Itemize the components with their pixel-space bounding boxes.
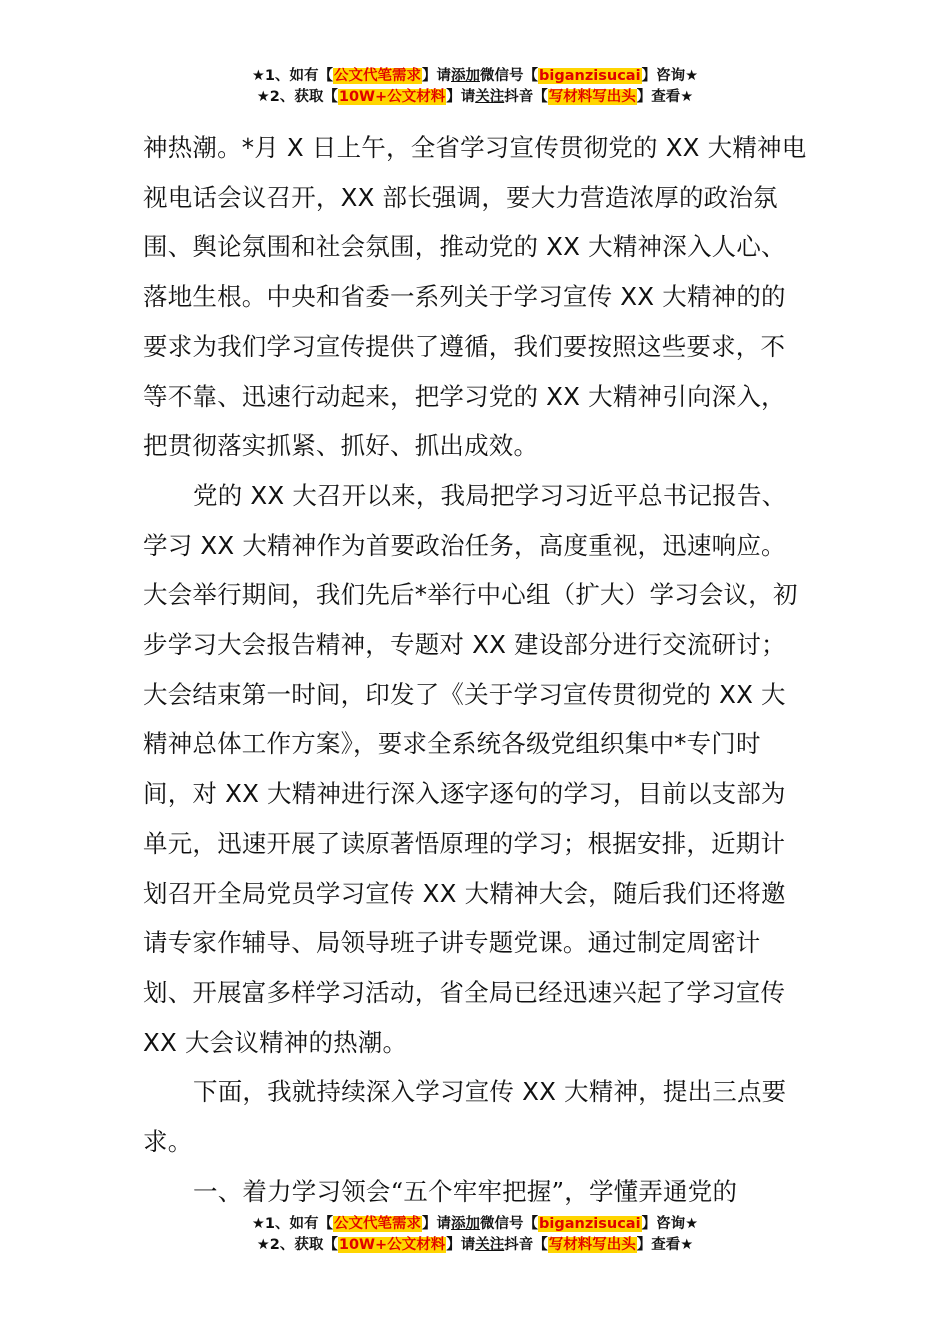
- promo-text: 】查看★: [636, 1237, 694, 1253]
- promo-text: 】请: [446, 1237, 476, 1253]
- promo-line-1: [0, 1214, 950, 1235]
- promo-text: 抖音【: [504, 89, 548, 105]
- promo-highlight: 公文代笔需求: [334, 68, 422, 84]
- promo-underline: 添加: [451, 68, 481, 84]
- paragraph-3: 下面，我就持续深入学习宣传 XX 大精神，提出三点要求。: [143, 1077, 787, 1157]
- promo-footer: [0, 1214, 950, 1256]
- promo-underline: 关注: [475, 89, 505, 105]
- promo-text: 】咨询★: [641, 68, 699, 84]
- promo-text: 微信号【: [480, 68, 539, 84]
- paragraph-2: 党的 XX 大召开以来，我局把学习习近平总书记报告、学习 XX 大精神作为首要政治任务，高度重视，迅速响应。大会举行期间，我们先后*举行中心组（扩大）学习会议，初步学习大会报告精神，专题对 XX 建设部分进行交流研讨；大会结束第一时间，印发了《关于学习宣传贯彻党的 XX 大精神总体工作方案》，要求全系统各级党组织集中*专门时间，对 XX 大精神进行深入逐字逐句的学习，目前以支部为单元，迅速开展了读原著悟原理的学习；根据安排，近期计划召开全局党员学习宣传 XX 大精神大会，随后我们还将邀请专家作辅导、局领导班子讲专题党课。通过制定周密计划、开展富多样学习活动，省全局已经迅速兴起了学习宣传 XX 大会议精神的热潮。: [143, 480, 798, 1057]
- promo-highlight: 10W+公文材料: [338, 89, 446, 105]
- promo-highlight: 10W+公文材料: [338, 1237, 446, 1253]
- section-heading-1: 一、着力学习领会“五个牢牢把握”，学懂弄通党的: [193, 1176, 738, 1206]
- promo-text: 抖音【: [504, 1237, 548, 1253]
- promo-text: ★2、获取【: [256, 89, 338, 105]
- promo-line-1: [0, 66, 950, 87]
- promo-text: 微信号【: [480, 1216, 539, 1232]
- promo-line-2: [0, 87, 950, 108]
- promo-highlight: biganzisucai: [539, 68, 641, 84]
- promo-text: 】请: [422, 1216, 452, 1232]
- promo-text: 】咨询★: [641, 1216, 699, 1232]
- promo-underline: 关注: [475, 1237, 505, 1253]
- promo-text: ★1、如有【: [251, 1216, 334, 1232]
- promo-text: ★1、如有【: [251, 68, 334, 84]
- promo-highlight: 公文代笔需求: [334, 1216, 422, 1232]
- promo-highlight: 写材料写出头: [548, 89, 636, 105]
- promo-text: ★2、获取【: [256, 1237, 338, 1253]
- document-body: [143, 123, 809, 1216]
- promo-highlight: 写材料写出头: [548, 1237, 636, 1253]
- promo-text: 】请: [422, 68, 452, 84]
- promo-text: 】请: [446, 89, 476, 105]
- promo-header: [0, 66, 950, 108]
- promo-highlight: biganzisucai: [539, 1216, 641, 1232]
- promo-line-2: [0, 1235, 950, 1256]
- paragraph-1: 神热潮。*月 X 日上午，全省学习宣传贯彻党的 XX 大精神电视电话会议召开，XX 部长强调，要大力营造浓厚的政治氛围、舆论氛围和社会氛围，推动党的 XX 大精神深入人心、落地生根。中央和省委一系列关于学习宣传 XX 大精神的的要求为我们学习宣传提供了遵循，我们要按照这些要求，不等不靠、迅速行动起来，把学习党的 XX 大精神引向深入，把贯彻落实抓紧、抓好、抓出成效。: [143, 133, 807, 461]
- promo-text: 】查看★: [636, 89, 694, 105]
- promo-underline: 添加: [451, 1216, 481, 1232]
